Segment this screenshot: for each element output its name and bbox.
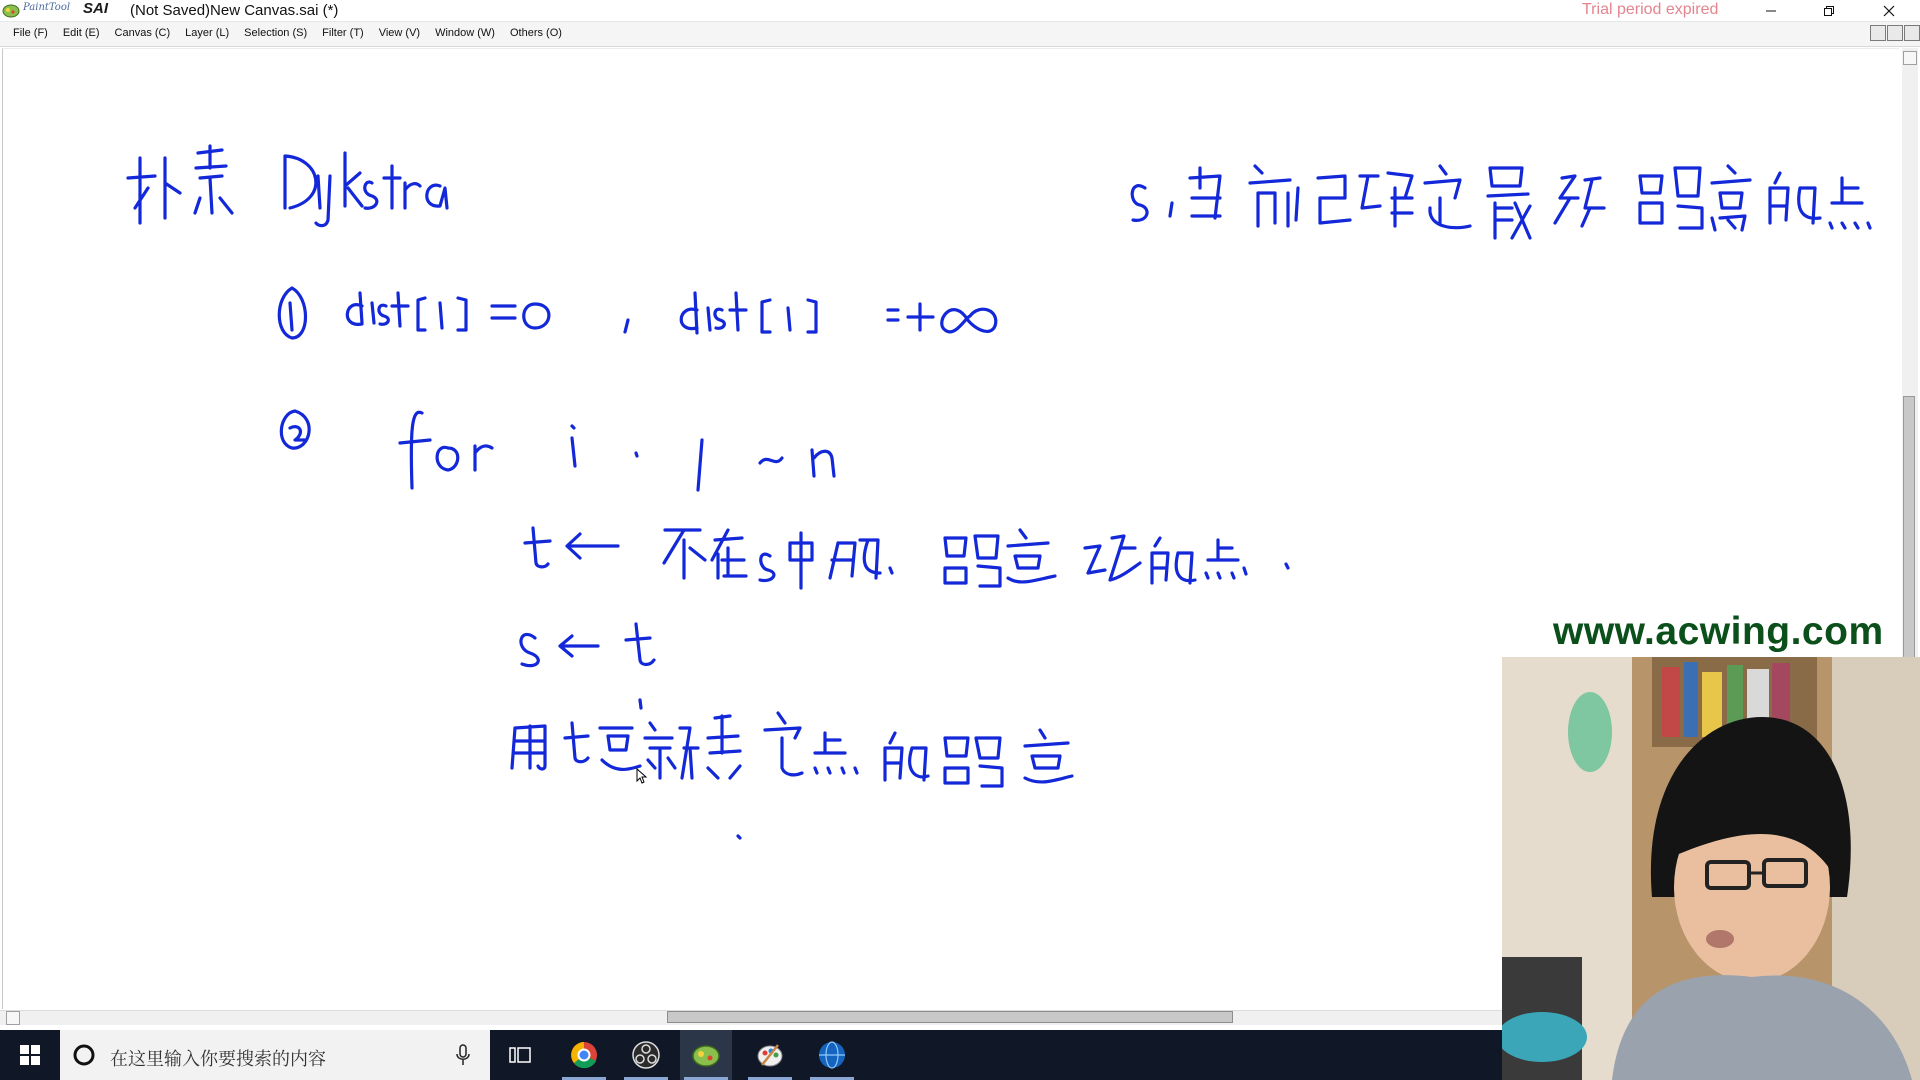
menu-filter[interactable]: Filter (T) <box>322 27 364 39</box>
trial-status: Trial period expired <box>1582 1 1719 18</box>
note-update-strokes <box>512 700 1072 838</box>
mdi-minimize-button[interactable] <box>1870 25 1886 41</box>
chrome-icon <box>570 1041 598 1069</box>
globe-icon <box>818 1041 846 1069</box>
sai-icon <box>691 1042 721 1068</box>
brand-sai: SAI <box>83 0 109 17</box>
mdi-restore-button[interactable] <box>1887 25 1903 41</box>
scroll-left-button[interactable] <box>6 1011 20 1025</box>
note-step2-strokes <box>281 411 834 490</box>
microphone-icon[interactable] <box>456 1044 470 1066</box>
task-view-button[interactable] <box>494 1030 546 1080</box>
note-step1-strokes <box>279 288 996 338</box>
close-icon <box>1883 5 1895 17</box>
mdi-close-button[interactable] <box>1904 25 1920 41</box>
notes-transcript <box>0 48 1 49</box>
brand-painttool: PaintTool <box>23 2 71 13</box>
vertical-scroll-thumb[interactable] <box>1903 396 1915 680</box>
menu-layer[interactable]: Layer (L) <box>185 27 230 39</box>
title-bar <box>0 0 1920 22</box>
menu-others[interactable]: Others (O) <box>509 27 562 39</box>
note-s-definition-strokes <box>1132 166 1870 238</box>
horizontal-scrollbar[interactable] <box>0 1010 1502 1025</box>
minimize-button[interactable] <box>1748 0 1794 21</box>
taskbar-search-box[interactable] <box>60 1030 490 1080</box>
chrome-button[interactable] <box>558 1030 610 1080</box>
restore-icon <box>1823 5 1835 17</box>
taskbar <box>0 1030 1502 1080</box>
mouse-pointer-icon <box>636 768 648 784</box>
globe-button[interactable] <box>806 1030 858 1080</box>
windows-icon <box>20 1045 40 1065</box>
note-title <box>0 48 1 49</box>
scroll-up-button[interactable] <box>1903 51 1917 65</box>
menu-edit[interactable]: Edit (E) <box>62 27 100 39</box>
task-view-icon <box>509 1046 531 1064</box>
watermark: www.acwing.com <box>1553 610 1884 653</box>
webcam-overlay <box>1502 657 1920 1080</box>
paint-icon <box>756 1041 784 1069</box>
paint-button[interactable] <box>744 1030 796 1080</box>
note-title-strokes <box>128 146 447 226</box>
search-placeholder: 在这里输入你要搜索的内容 <box>110 1049 326 1070</box>
menu-bar <box>0 22 1920 47</box>
start-button[interactable] <box>0 1030 60 1080</box>
menu-window[interactable]: Window (W) <box>435 27 495 39</box>
cortana-icon <box>72 1043 96 1067</box>
minimize-icon <box>1765 5 1777 17</box>
document-title: (Not Saved)New Canvas.sai (*) <box>130 2 339 19</box>
close-button[interactable] <box>1866 0 1912 21</box>
sai-button[interactable] <box>680 1030 732 1080</box>
horizontal-scroll-thumb[interactable] <box>667 1011 1233 1023</box>
menu-selection[interactable]: Selection (S) <box>244 27 308 39</box>
obs-button[interactable] <box>620 1030 672 1080</box>
note-t-strokes <box>525 528 1288 588</box>
obs-icon <box>632 1041 660 1069</box>
note-s-assign-strokes <box>521 624 654 666</box>
menu-file[interactable]: File (F) <box>13 27 48 39</box>
sai-logo-icon <box>2 2 20 18</box>
menu-canvas[interactable]: Canvas (C) <box>114 27 171 39</box>
restore-button[interactable] <box>1806 0 1852 21</box>
menu-view[interactable]: View (V) <box>378 27 421 39</box>
